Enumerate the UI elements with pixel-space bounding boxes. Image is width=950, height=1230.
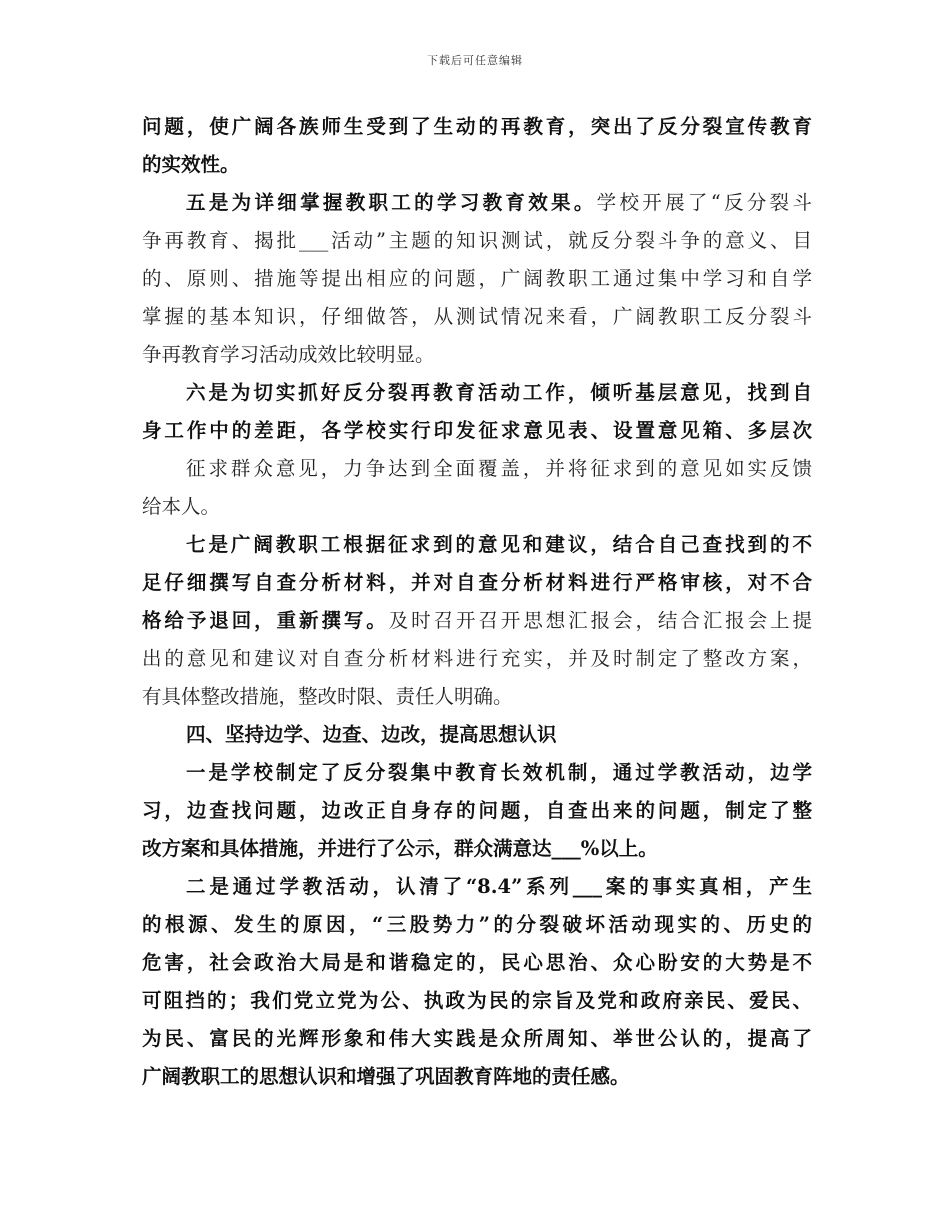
text-segment: 改方案和具体措施，并进行了公示，群众满意达___%以上。 [142,837,658,860]
text-segment: 四、坚持边学、边查、边改，提高思想认识 [186,723,557,746]
text-line [142,374,812,412]
text-line [142,1058,812,1096]
text-segment: 六是为切实抓好反分裂再教育活动工作，倾听基层意见，找到自 [186,381,812,404]
text-segment: 可阻挡的；我们党立党为公、执政为民的宗旨及党和政府亲民、爱民、 [142,989,812,1012]
text-segment: 二是通过学教活动，认清了“8.4”系列___案的事实真相，产生 [186,875,812,898]
text-line [142,222,812,260]
text-segment: 出的意见和建议对自查分析材料进行充实，并及时制定了整改方案， [142,647,812,670]
text-line [142,526,812,564]
text-segment: 七是广阔教职工根据征求到的意见和建议，结合自己查找到的不 [186,533,812,556]
document-body [142,108,812,1096]
text-line [142,944,812,982]
text-line [142,488,812,526]
text-segment: 征求群众意见，力争达到全面覆盖，并将征求到的意见如实反馈 [186,457,812,480]
text-segment: 为民、富民的光辉形象和伟大实践是众所周知、举世公认的，提高了 [142,1027,812,1050]
text-segment: 身工作中的差距，各学校实行印发征求意见表、设置意见箱、多层次 [142,419,812,442]
text-line [142,754,812,792]
text-line [142,640,812,678]
text-line [142,792,812,830]
text-segment: 给本人。 [142,495,221,518]
text-line [142,868,812,906]
text-line [142,298,812,336]
text-segment: 争再教育、揭批___活动”主题的知识测试，就反分裂斗争的意义、目 [142,229,812,252]
text-line [142,450,812,488]
text-line [142,336,812,374]
text-line [142,146,812,184]
text-segment: 广阔教职工的思想认识和增强了巩固教育阵地的责任感。 [142,1065,630,1088]
text-line [142,602,812,640]
text-line [142,982,812,1020]
text-line [142,678,812,716]
text-segment: 掌握的基本知识，仔细做答，从测试情况来看，广阔教职工反分裂斗 [142,305,812,328]
text-segment: 习，边查找问题，边改正自身存的问题，自查出来的问题，制定了整 [142,799,812,822]
page-header: 下载后可任意编辑 [427,54,523,67]
text-line [142,260,812,298]
text-line [142,830,812,868]
text-line [142,1020,812,1058]
text-line [142,564,812,602]
text-segment: 及时召开召开思想汇报会，结合汇报会上提 [388,609,812,632]
text-line [142,184,812,222]
text-segment: 有具体整改措施，整改时限、责任人明确。 [142,685,513,708]
text-segment: 问题，使广阔各族师生受到了生动的再教育，突出了反分裂宣传教育 [142,115,812,138]
text-segment: 五是为详细掌握教职工的学习教育效果。 [186,191,597,214]
text-segment: 的实效性。 [142,153,240,176]
text-segment: 的根源、发生的原因，“三股势力”的分裂破坏活动现实的、历史的 [142,913,812,936]
text-segment: 格给予退回，重新撰写。 [142,609,389,632]
section-heading [142,716,812,754]
text-line [142,412,812,450]
text-segment: 学校开展了“反分裂斗 [596,191,812,214]
text-segment: 足仔细撰写自查分析材料，并对自查分析材料进行严格审核，对不合 [142,571,812,594]
text-segment: 一是学校制定了反分裂集中教育长效机制，通过学教活动，边学 [186,761,812,784]
text-line [142,906,812,944]
text-line [142,108,812,146]
text-segment: 危害，社会政治大局是和谐稳定的，民心思治、众心盼安的大势是不 [142,951,812,974]
text-segment: 争再教育学习活动成效比较明显。 [142,343,435,366]
text-segment: 的、原则、措施等提出相应的问题，广阔教职工通过集中学习和自学 [142,267,812,290]
